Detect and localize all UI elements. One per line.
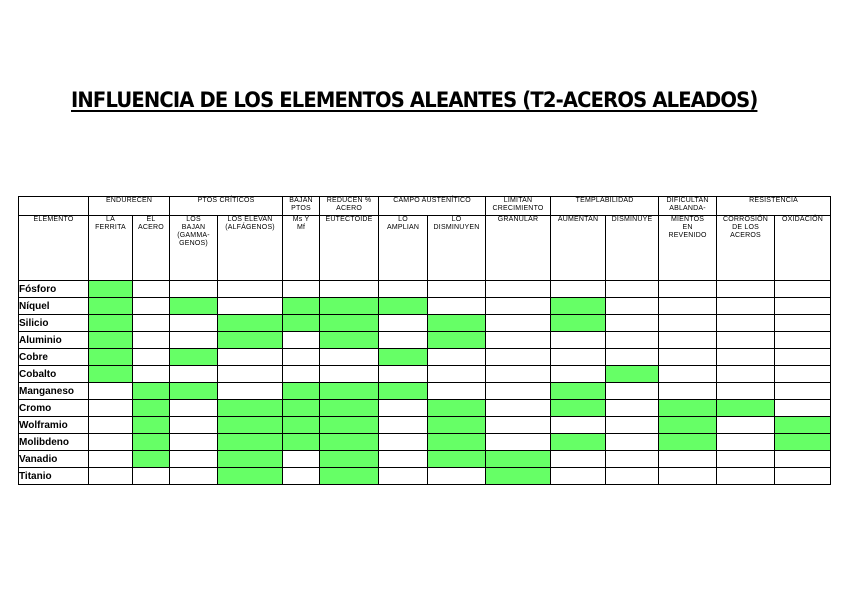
empty-cell bbox=[218, 349, 283, 366]
column-header: Ms Y Mf bbox=[283, 216, 320, 281]
empty-cell bbox=[379, 332, 428, 349]
table-row bbox=[19, 366, 831, 383]
marked-cell bbox=[775, 434, 831, 451]
empty-cell bbox=[170, 281, 218, 298]
element-name-cell: Molibdeno bbox=[19, 434, 89, 451]
empty-cell bbox=[428, 383, 486, 400]
empty-cell bbox=[775, 383, 831, 400]
empty-cell bbox=[486, 434, 551, 451]
element-name-cell: Silicio bbox=[19, 315, 89, 332]
marked-cell bbox=[283, 315, 320, 332]
marked-cell bbox=[283, 434, 320, 451]
empty-cell bbox=[606, 298, 659, 315]
empty-cell bbox=[428, 349, 486, 366]
marked-cell bbox=[486, 468, 551, 485]
marked-cell bbox=[551, 383, 606, 400]
marked-cell bbox=[218, 468, 283, 485]
empty-cell bbox=[717, 383, 775, 400]
group-header-dificultan-ablanda: DIFICULTAN ABLANDA- bbox=[659, 197, 717, 216]
marked-cell bbox=[320, 468, 379, 485]
marked-cell bbox=[218, 400, 283, 417]
empty-cell bbox=[283, 349, 320, 366]
empty-cell bbox=[320, 349, 379, 366]
empty-cell bbox=[775, 451, 831, 468]
empty-cell bbox=[486, 400, 551, 417]
marked-cell bbox=[133, 417, 170, 434]
marked-cell bbox=[320, 383, 379, 400]
group-header-empty bbox=[19, 197, 89, 216]
empty-cell bbox=[379, 434, 428, 451]
empty-cell bbox=[170, 434, 218, 451]
empty-cell bbox=[717, 349, 775, 366]
empty-cell bbox=[775, 315, 831, 332]
empty-cell bbox=[170, 400, 218, 417]
group-header-bajan-ptos: BAJAN PTOS bbox=[283, 197, 320, 216]
empty-cell bbox=[606, 451, 659, 468]
empty-cell bbox=[89, 383, 133, 400]
marked-cell bbox=[775, 417, 831, 434]
empty-cell bbox=[218, 366, 283, 383]
table-body bbox=[19, 281, 831, 485]
marked-cell bbox=[379, 383, 428, 400]
empty-cell bbox=[551, 366, 606, 383]
marked-cell bbox=[89, 349, 133, 366]
empty-cell bbox=[379, 468, 428, 485]
empty-cell bbox=[486, 298, 551, 315]
empty-cell bbox=[89, 400, 133, 417]
empty-cell bbox=[659, 468, 717, 485]
column-header: EUTECTOIDE bbox=[320, 216, 379, 281]
empty-cell bbox=[170, 417, 218, 434]
marked-cell bbox=[283, 400, 320, 417]
empty-cell bbox=[659, 298, 717, 315]
table-row bbox=[19, 383, 831, 400]
empty-cell bbox=[133, 468, 170, 485]
marked-cell bbox=[218, 434, 283, 451]
empty-cell bbox=[283, 332, 320, 349]
element-name-cell: Manganeso bbox=[19, 383, 89, 400]
table-row bbox=[19, 298, 831, 315]
marked-cell bbox=[486, 451, 551, 468]
empty-cell bbox=[428, 281, 486, 298]
empty-cell bbox=[717, 315, 775, 332]
empty-cell bbox=[606, 281, 659, 298]
empty-cell bbox=[659, 451, 717, 468]
empty-cell bbox=[551, 417, 606, 434]
table-row bbox=[19, 315, 831, 332]
empty-cell bbox=[551, 468, 606, 485]
empty-cell bbox=[170, 332, 218, 349]
group-header-row bbox=[19, 197, 831, 216]
empty-cell bbox=[283, 451, 320, 468]
empty-cell bbox=[133, 332, 170, 349]
column-header: DISMINUYE bbox=[606, 216, 659, 281]
group-header-ptos-criticos: PTOS CRÍTICOS bbox=[170, 197, 283, 216]
table-row bbox=[19, 281, 831, 298]
column-header: MIENTOS EN REVENIDO bbox=[659, 216, 717, 281]
table-row bbox=[19, 451, 831, 468]
marked-cell bbox=[320, 315, 379, 332]
empty-cell bbox=[717, 298, 775, 315]
table-row bbox=[19, 349, 831, 366]
column-header: LO AMPLIAN bbox=[379, 216, 428, 281]
marked-cell bbox=[89, 281, 133, 298]
marked-cell bbox=[218, 451, 283, 468]
marked-cell bbox=[551, 400, 606, 417]
marked-cell bbox=[133, 434, 170, 451]
empty-cell bbox=[606, 315, 659, 332]
empty-cell bbox=[717, 332, 775, 349]
column-header: CORROSIÓN DE LOS ACEROS bbox=[717, 216, 775, 281]
empty-cell bbox=[659, 349, 717, 366]
empty-cell bbox=[283, 281, 320, 298]
element-name-cell: Cobre bbox=[19, 349, 89, 366]
marked-cell bbox=[170, 298, 218, 315]
empty-cell bbox=[606, 434, 659, 451]
marked-cell bbox=[428, 315, 486, 332]
marked-cell bbox=[133, 400, 170, 417]
marked-cell bbox=[218, 417, 283, 434]
column-header-elemento: ELEMENTO bbox=[19, 216, 89, 281]
empty-cell bbox=[170, 366, 218, 383]
table-row bbox=[19, 400, 831, 417]
empty-cell bbox=[379, 366, 428, 383]
group-header-campo-austenitico: CAMPO AUSTENÍTICO bbox=[379, 197, 486, 216]
empty-cell bbox=[717, 366, 775, 383]
marked-cell bbox=[89, 366, 133, 383]
element-name-cell: Titanio bbox=[19, 468, 89, 485]
marked-cell bbox=[89, 315, 133, 332]
empty-cell bbox=[486, 315, 551, 332]
marked-cell bbox=[551, 315, 606, 332]
empty-cell bbox=[606, 349, 659, 366]
empty-cell bbox=[218, 298, 283, 315]
empty-cell bbox=[379, 400, 428, 417]
marked-cell bbox=[218, 315, 283, 332]
group-header-templabilidad: TEMPLABILIDAD bbox=[551, 197, 659, 216]
empty-cell bbox=[379, 315, 428, 332]
marked-cell bbox=[320, 434, 379, 451]
empty-cell bbox=[606, 468, 659, 485]
empty-cell bbox=[283, 366, 320, 383]
page-title: INFLUENCIA DE LOS ELEMENTOS ALEANTES (T2-ACEROS ALEADOS) bbox=[71, 88, 758, 112]
empty-cell bbox=[775, 366, 831, 383]
empty-cell bbox=[320, 281, 379, 298]
marked-cell bbox=[133, 451, 170, 468]
group-header-endurecen: ENDURECEN bbox=[89, 197, 170, 216]
empty-cell bbox=[775, 298, 831, 315]
marked-cell bbox=[428, 451, 486, 468]
empty-cell bbox=[551, 332, 606, 349]
empty-cell bbox=[659, 315, 717, 332]
marked-cell bbox=[717, 400, 775, 417]
element-name-cell: Fósforo bbox=[19, 281, 89, 298]
marked-cell bbox=[659, 400, 717, 417]
empty-cell bbox=[717, 281, 775, 298]
table-row bbox=[19, 434, 831, 451]
empty-cell bbox=[486, 383, 551, 400]
marked-cell bbox=[551, 434, 606, 451]
empty-cell bbox=[775, 349, 831, 366]
marked-cell bbox=[133, 383, 170, 400]
marked-cell bbox=[320, 400, 379, 417]
empty-cell bbox=[133, 298, 170, 315]
column-header: EL ACERO bbox=[133, 216, 170, 281]
empty-cell bbox=[717, 451, 775, 468]
empty-cell bbox=[659, 281, 717, 298]
empty-cell bbox=[379, 281, 428, 298]
empty-cell bbox=[659, 366, 717, 383]
empty-cell bbox=[775, 400, 831, 417]
empty-cell bbox=[551, 451, 606, 468]
group-header-reducen-acero: REDUCEN % ACERO bbox=[320, 197, 379, 216]
empty-cell bbox=[428, 468, 486, 485]
empty-cell bbox=[775, 281, 831, 298]
marked-cell bbox=[428, 417, 486, 434]
marked-cell bbox=[428, 400, 486, 417]
empty-cell bbox=[717, 434, 775, 451]
marked-cell bbox=[320, 451, 379, 468]
element-name-cell: Cobalto bbox=[19, 366, 89, 383]
empty-cell bbox=[775, 332, 831, 349]
empty-cell bbox=[486, 349, 551, 366]
element-name-cell: Níquel bbox=[19, 298, 89, 315]
empty-cell bbox=[551, 281, 606, 298]
table-row bbox=[19, 417, 831, 434]
empty-cell bbox=[133, 281, 170, 298]
empty-cell bbox=[486, 417, 551, 434]
column-header: OXIDACIÓN bbox=[775, 216, 831, 281]
marked-cell bbox=[551, 298, 606, 315]
sub-header-row bbox=[19, 216, 831, 281]
empty-cell bbox=[320, 366, 379, 383]
marked-cell bbox=[659, 417, 717, 434]
empty-cell bbox=[133, 366, 170, 383]
marked-cell bbox=[320, 298, 379, 315]
empty-cell bbox=[218, 383, 283, 400]
empty-cell bbox=[170, 315, 218, 332]
marked-cell bbox=[606, 366, 659, 383]
empty-cell bbox=[486, 281, 551, 298]
column-header: LOS ELEVAN (ALFÁGENOS) bbox=[218, 216, 283, 281]
empty-cell bbox=[170, 451, 218, 468]
marked-cell bbox=[170, 349, 218, 366]
marked-cell bbox=[218, 332, 283, 349]
table-row bbox=[19, 468, 831, 485]
empty-cell bbox=[717, 417, 775, 434]
marked-cell bbox=[379, 298, 428, 315]
element-name-cell: Aluminio bbox=[19, 332, 89, 349]
marked-cell bbox=[89, 298, 133, 315]
element-name-cell: Vanadio bbox=[19, 451, 89, 468]
empty-cell bbox=[551, 349, 606, 366]
empty-cell bbox=[717, 468, 775, 485]
marked-cell bbox=[170, 383, 218, 400]
column-header: AUMENTAN bbox=[551, 216, 606, 281]
empty-cell bbox=[283, 468, 320, 485]
marked-cell bbox=[283, 417, 320, 434]
empty-cell bbox=[428, 366, 486, 383]
empty-cell bbox=[428, 298, 486, 315]
empty-cell bbox=[606, 332, 659, 349]
empty-cell bbox=[379, 417, 428, 434]
empty-cell bbox=[89, 417, 133, 434]
marked-cell bbox=[320, 417, 379, 434]
marked-cell bbox=[320, 332, 379, 349]
empty-cell bbox=[659, 332, 717, 349]
alloy-influence-table bbox=[18, 196, 831, 485]
empty-cell bbox=[170, 468, 218, 485]
column-header: GRANULAR bbox=[486, 216, 551, 281]
empty-cell bbox=[133, 315, 170, 332]
empty-cell bbox=[89, 434, 133, 451]
empty-cell bbox=[606, 417, 659, 434]
element-name-cell: Cromo bbox=[19, 400, 89, 417]
marked-cell bbox=[283, 383, 320, 400]
empty-cell bbox=[379, 451, 428, 468]
marked-cell bbox=[379, 349, 428, 366]
empty-cell bbox=[218, 281, 283, 298]
empty-cell bbox=[89, 451, 133, 468]
empty-cell bbox=[89, 468, 133, 485]
marked-cell bbox=[89, 332, 133, 349]
empty-cell bbox=[606, 400, 659, 417]
group-header-resistencia: RESISTENCIA bbox=[717, 197, 831, 216]
table-row bbox=[19, 332, 831, 349]
group-header-limitan-crecimiento: LIMITAN CRECIMIENTO bbox=[486, 197, 551, 216]
empty-cell bbox=[659, 383, 717, 400]
marked-cell bbox=[283, 298, 320, 315]
marked-cell bbox=[659, 434, 717, 451]
column-header: LO DISMINUYEN bbox=[428, 216, 486, 281]
empty-cell bbox=[486, 332, 551, 349]
element-name-cell: Wolframio bbox=[19, 417, 89, 434]
marked-cell bbox=[428, 434, 486, 451]
empty-cell bbox=[486, 366, 551, 383]
empty-cell bbox=[775, 468, 831, 485]
marked-cell bbox=[428, 332, 486, 349]
empty-cell bbox=[606, 383, 659, 400]
empty-cell bbox=[133, 349, 170, 366]
column-header: LOS BAJAN (GAMMA- GENOS) bbox=[170, 216, 218, 281]
column-header: LA FERRITA bbox=[89, 216, 133, 281]
